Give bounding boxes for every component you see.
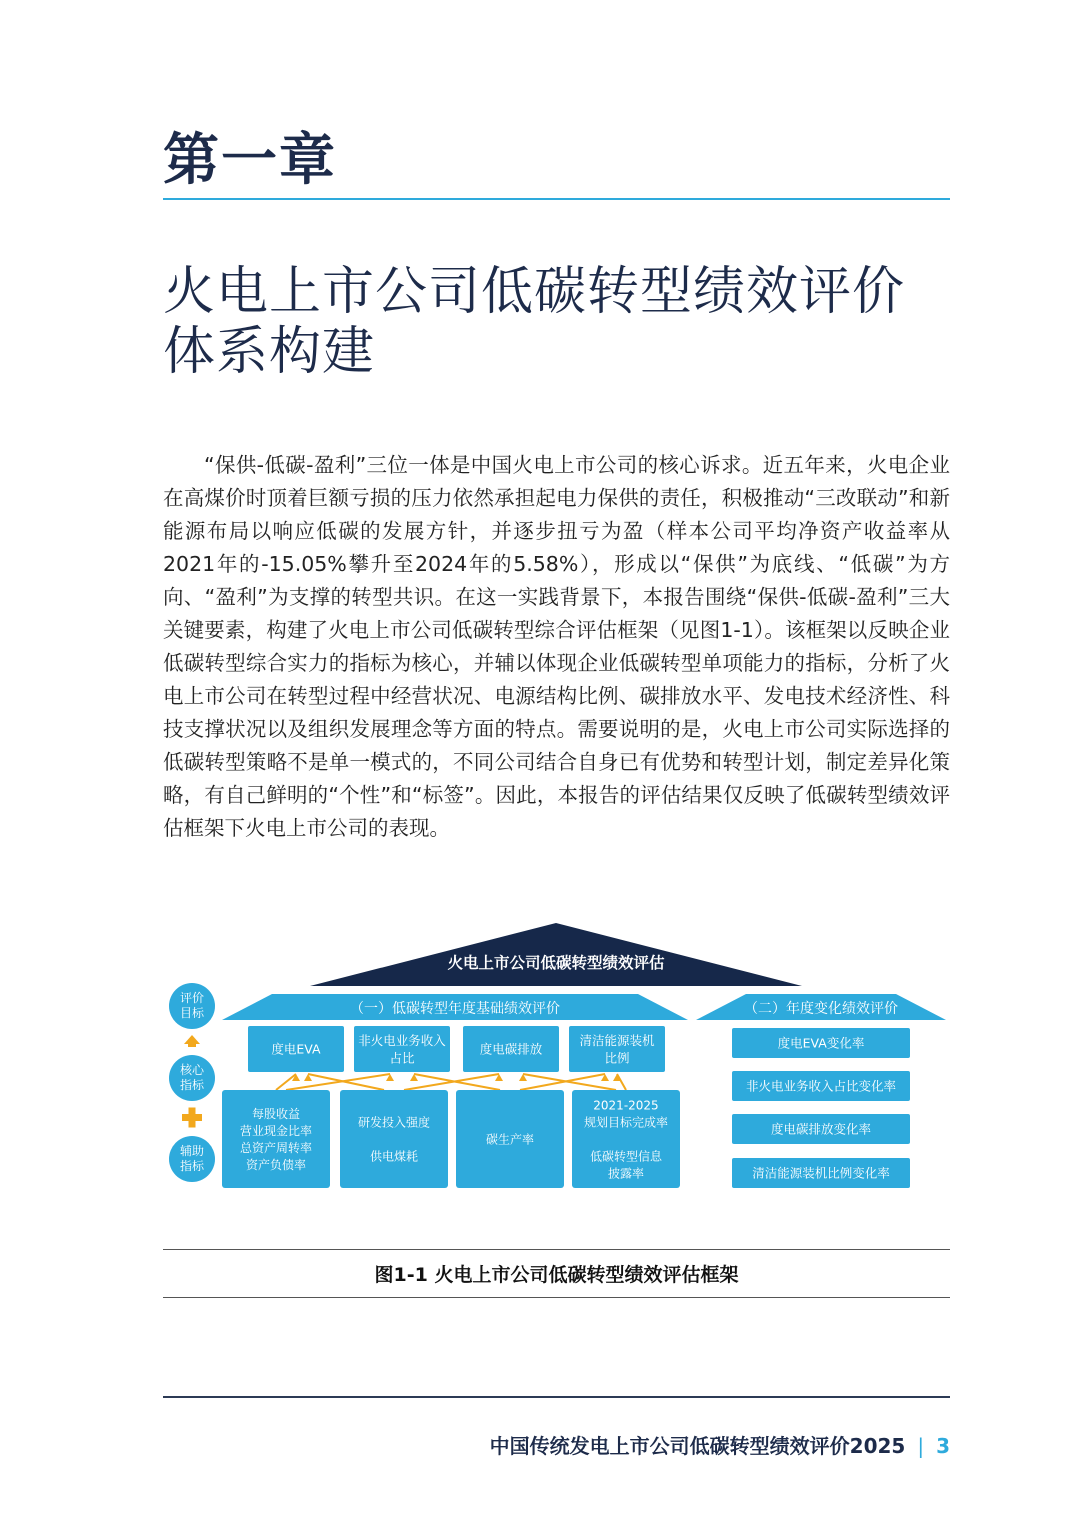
aux-box [340, 1090, 448, 1188]
side-label-core [169, 1055, 215, 1101]
side-label-core-line2: 指标 [179, 1078, 205, 1092]
page-footer [490, 1430, 950, 1459]
caption-top-rule [163, 1249, 950, 1250]
change-box-text: 清洁能源装机比例变化率 [752, 1165, 890, 1181]
change-box-text: 非火电业务收入占比变化率 [745, 1078, 897, 1094]
aux-box-text: 2021-2025 [593, 1098, 659, 1113]
title-line-2: 体系构建 [163, 322, 376, 382]
side-label-goal-line2: 目标 [179, 1006, 205, 1020]
footer-separator: | [917, 1434, 925, 1458]
chapter-divider [163, 198, 950, 200]
aux-box-text: 规划目标完成率 [583, 1115, 669, 1130]
change-box-text: 度电碳排放变化率 [770, 1121, 872, 1137]
core-box-text: 非火电业务收入 [358, 1032, 446, 1048]
figure-caption: 图1-1 火电上市公司低碳转型绩效评估框架 [374, 1264, 739, 1286]
connector-line [276, 1074, 296, 1090]
framework-diagram [160, 918, 952, 1198]
aux-box-text: 营业现金比率 [239, 1123, 313, 1138]
core-box-text: 清洁能源装机 [579, 1032, 655, 1048]
side-label-goal-line1: 评价 [179, 991, 205, 1005]
aux-box [222, 1090, 330, 1188]
aux-box-text: 低碳转型信息 [589, 1149, 663, 1164]
aux-box-text: 碳生产率 [485, 1132, 535, 1147]
up-arrow-icon [184, 1035, 200, 1044]
side-label-core-line1: 核心 [179, 1063, 205, 1077]
left-header-label: （一）低碳转型年度基础绩效评价 [350, 1001, 560, 1017]
core-box-text: 占比 [389, 1050, 415, 1066]
aux-indicator-group [222, 1090, 680, 1188]
side-label-aux [169, 1136, 215, 1182]
caption-bottom-rule [163, 1297, 950, 1298]
roof-title: 火电上市公司低碳转型绩效评估 [447, 954, 665, 972]
page-title [163, 262, 963, 382]
aux-box-text: 供电煤耗 [369, 1149, 419, 1164]
plus-icon [182, 1108, 202, 1128]
side-label-aux-line1: 辅助 [179, 1144, 205, 1158]
aux-box-text: 披露率 [607, 1166, 645, 1181]
aux-box-text: 研发投入强度 [357, 1115, 431, 1130]
footer-title: 中国传统发电上市公司低碳转型绩效评价2025 [489, 1434, 906, 1458]
change-indicator-group [732, 1028, 910, 1188]
page-number: 3 [936, 1434, 950, 1458]
side-label-aux-line2: 指标 [179, 1159, 205, 1173]
core-box-text: 度电EVA [271, 1041, 321, 1057]
core-indicator-group [248, 1026, 665, 1072]
right-header-label: （二）年度变化绩效评价 [744, 1001, 898, 1017]
aux-box-text: 每股收益 [251, 1106, 301, 1121]
core-box-text: 度电碳排放 [479, 1041, 543, 1057]
connector-arrows [276, 1074, 626, 1090]
chapter-heading: 第一章 [163, 128, 337, 193]
side-label-goal [169, 983, 215, 1029]
footer-rule [163, 1396, 950, 1398]
aux-box-text: 总资产周转率 [239, 1140, 313, 1155]
change-box-text: 度电EVA变化率 [777, 1035, 865, 1051]
core-box-text: 比例 [604, 1050, 630, 1066]
title-line-1: 火电上市公司低碳转型绩效评价 [163, 262, 906, 322]
up-arrow-stem [188, 1043, 196, 1047]
body-paragraph: “保供-低碳-盈利”三位一体是中国火电上市公司的核心诉求。近五年来，火电企业在高煤价时顶着巨额亏损的压力依然承担起电力保供的责任，积极推动“三改联动”和新能源布局以响应低碳的发展方针，并逐步扭亏为盈（样本公司平均净资产收益率从2021年的-15.05%攀升至2024年的5.58%），形成以“保供”为底线、“低碳”为方向、“盈利”为支撑的转型共识。在这一实践背景下，本报告围绕“保供-低碳-盈利”三大关键要素，构建了火电上市公司低碳转型综合评估框架（见图1-1）。该框架以反映企业低碳转型综合实力的指标为核心，并辅以体现企业低碳转型单项能力的指标，分析了火电上市公司在转型过程中经营状况、电源结构比例、碳排放水平、发电技术经济性、科技支撑状况以及组织发展理念等方面的特点。需要说明的是，火电上市公司实际选择的低碳转型策略不是单一模式的，不同公司结合自身已有优势和转型计划，制定差异化策略，有自己鲜明的“个性”和“标签”。因此，本报告的评估结果仅反映了低碳转型绩效评估框架下火电上市公司的表现。 [163, 453, 950, 840]
aux-box-text: 资产负债率 [245, 1157, 307, 1172]
